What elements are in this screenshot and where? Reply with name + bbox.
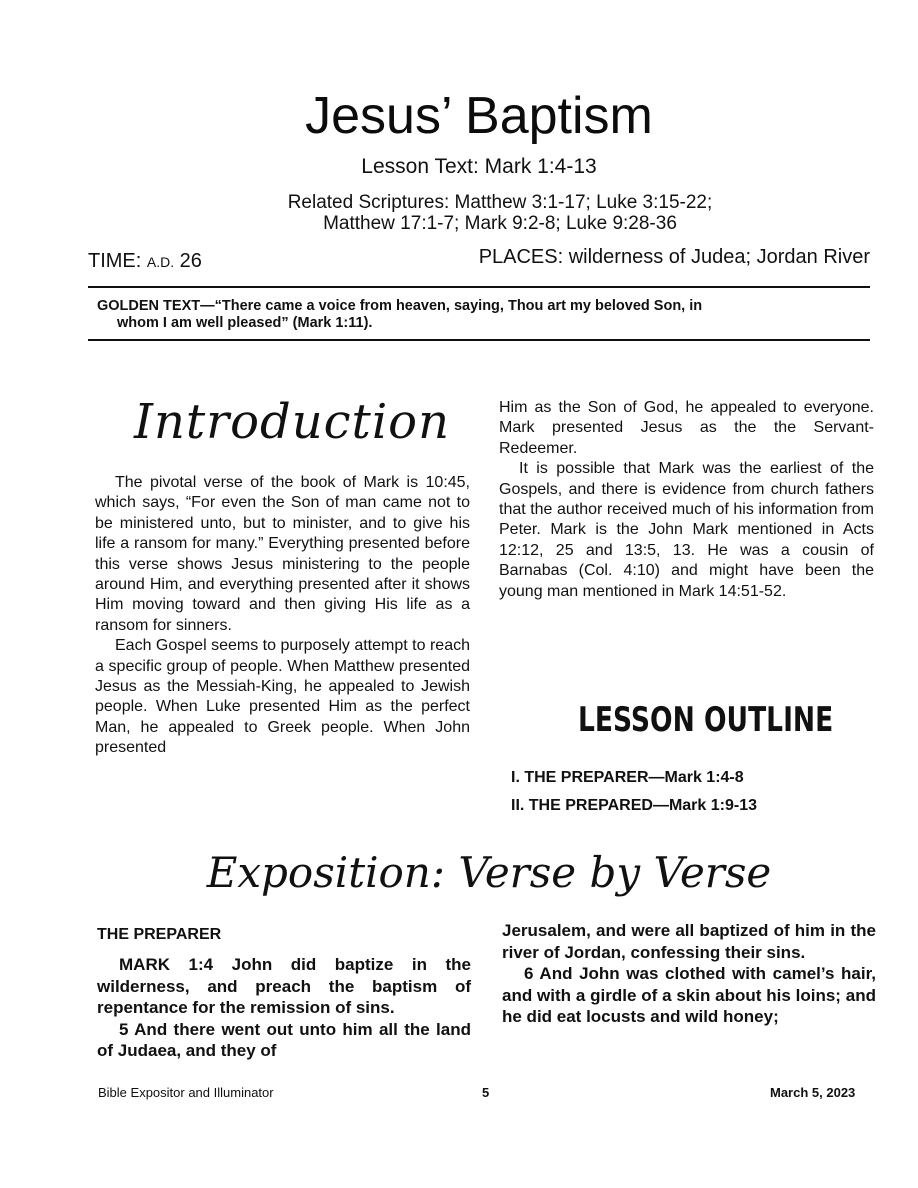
lesson-text-reference: Lesson Text: Mark 1:4-13 <box>361 155 597 178</box>
lesson-outline-list <box>511 764 757 820</box>
time-year: 26 <box>174 250 202 272</box>
lesson-places: PLACES: wilderness of Judea; Jordan River <box>478 246 870 268</box>
time-label: TIME: <box>88 250 147 272</box>
time-era: A.D. <box>146 254 175 270</box>
introduction-heading: Introduction <box>134 394 450 450</box>
introduction-right-column <box>499 398 874 602</box>
scripture-continuation: Jerusalem, and were all baptized of him in the river of Jordan, confessing their sins. <box>502 921 876 962</box>
top-divider <box>88 286 870 288</box>
intro-paragraph-2: Each Gospel seems to purposely attempt to reach a specific group of people. When Matthew presented Jesus as the Messiah-King, he appealed to Jewish people. When Luke presented Him as the perfect Man, he appealed to Greek people. When John presented <box>95 637 470 757</box>
related-scriptures <box>0 192 918 234</box>
lesson-outline-heading: LESSON OUTLINE <box>578 700 834 740</box>
scripture-verse-6: 6 And John was clothed with camel’s hair, and with a girdle of a skin about his loins; and he did eat locusts and wild honey; <box>502 964 876 1026</box>
scripture-verse-5: 5 And there went out unto him all the land of Judaea, and they of <box>97 1019 471 1060</box>
golden-text-line2: whom I am well pleased” (Mark 1:11). <box>117 315 373 331</box>
outline-item-2: II. THE PREPARED—Mark 1:9-13 <box>511 797 757 814</box>
scripture-right-column <box>502 920 876 1028</box>
intro-paragraph-1: The pivotal verse of the book of Mark is 10:45, which says, “For even the Son of man came not to be ministered unto, but to minister, and to give his life a ransom for many.” Everything presented before this verse shows Jesus ministering to the people around Him, and everything presented after it shows Him moving toward and then giving His life as a ransom for sinners. <box>95 474 470 634</box>
lesson-time <box>88 250 202 273</box>
outline-item-1: I. THE PREPARER—Mark 1:4-8 <box>511 769 744 786</box>
exposition-heading: Exposition: Verse by Verse <box>206 848 772 897</box>
scripture-verse-4: MARK 1:4 John did baptize in the wilderness, and preach the baptism of repentance for the remission of sins. <box>97 955 471 1017</box>
bottom-divider <box>88 339 870 341</box>
footer-publication: Bible Expositor and Illuminator <box>98 1085 274 1100</box>
introduction-left-column <box>95 473 470 759</box>
footer-date: March 5, 2023 <box>770 1085 856 1100</box>
lesson-title: Jesus’ Baptism <box>305 87 653 145</box>
golden-text-line1: GOLDEN TEXT—“There came a voice from heaven, saying, Thou art my beloved Son, in <box>97 298 703 314</box>
section-label: THE PREPARER <box>97 926 222 943</box>
related-scriptures-line1: Related Scriptures: Matthew 3:1-17; Luke 3:15-22; <box>287 192 713 213</box>
related-scriptures-line2: Matthew 17:1-7; Mark 9:2-8; Luke 9:28-36 <box>323 213 677 234</box>
golden-text <box>97 298 867 332</box>
intro-paragraph-3: It is possible that Mark was the earliest of the Gospels, and there is evidence from church fathers that the author received much of his information from Peter. Mark is the John Mark mentioned in Acts 12:12, 25 and 13:5, 13. He was a cousin of Barnabas (Col. 4:10) and might have been the young man mentioned in Mark 14:51-52. <box>499 460 874 600</box>
footer-page-number: 5 <box>482 1085 490 1100</box>
scripture-left-column <box>97 954 471 1062</box>
intro-continuation: Him as the Son of God, he appealed to everyone. Mark presented Jesus as the the Servant-Redeemer. <box>499 399 874 457</box>
